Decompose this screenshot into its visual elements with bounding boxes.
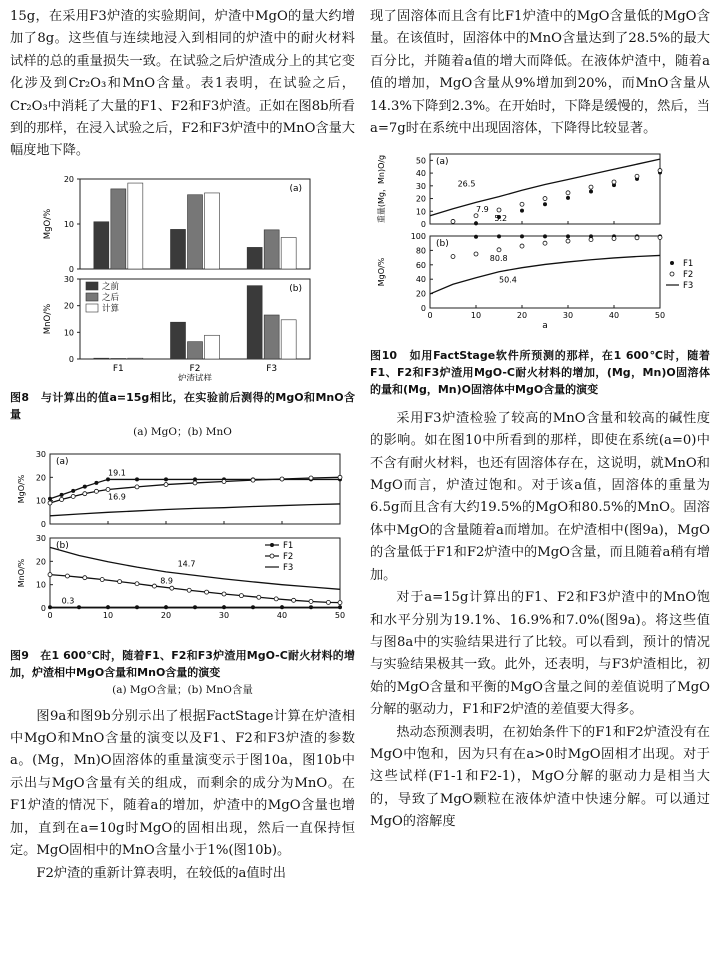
fig10a-F1-point	[474, 222, 478, 226]
figure-9-caption: 图9 在1 600℃时，随着F1、F2和F3炉渣用MgO-C耐火材料的增加，炉渣相中MgO含量和MnO含量的演变	[10, 648, 355, 679]
fig9-legend-label: F1	[283, 541, 294, 552]
fig10b-F2-point	[497, 248, 501, 252]
fig9a-F1-point	[83, 485, 87, 489]
fig8-ytick-label: 0	[68, 354, 74, 364]
fig8-ytick-label: 30	[63, 274, 74, 284]
fig10b-F1-point	[474, 235, 478, 239]
fig8-bar	[264, 315, 279, 359]
fig8-category-label: F2	[189, 363, 201, 374]
fig9b-ytick-label: 20	[35, 557, 46, 567]
fig8-xlabel: 炉渣试样	[177, 373, 213, 381]
fig9b-F1-point	[280, 606, 284, 610]
fig10b-ytick-label: 60	[415, 261, 426, 271]
fig10a-F2-point	[497, 208, 501, 212]
fig10a-ytick-label: 10	[415, 207, 426, 217]
paragraph-fig9-discussion: 图9a和图9b分别示出了根据FactStage计算在炉渣相中MgO和MnO含量的演变以及F1、F2和F3炉渣的参数a。(Mg，Mn)O固溶体的重量演变示于图10a，图10b中示出与MgO含量有关的组成，而剩余的成分为MnO。在F1炉渣的情况下，随着a的增加，炉渣中的MgO含量也增加，直到在a=10g时MgO的固相出现，然后一直保持恒定。MgO固相中的MnO含量小于1%(图10b)。	[10, 708, 355, 859]
fig9b-F2-point	[205, 590, 209, 594]
fig10a-ytick-label: 40	[415, 169, 426, 179]
fig10a-F1-point	[589, 190, 593, 194]
fig9b-F2-point	[187, 589, 191, 593]
fig8-bar	[171, 322, 186, 359]
fig10a-ytick-label: 30	[415, 182, 426, 192]
figure-9	[10, 448, 355, 697]
fig10a-ytick-label: 20	[415, 194, 426, 204]
fig8-ytick-label: 0	[68, 264, 74, 274]
fig9b-annotation: 8.9	[160, 576, 173, 586]
fig8-panel-tag: (b)	[289, 283, 302, 294]
fig10a-frame	[430, 154, 660, 224]
fig10b-xtick-label: 0	[427, 311, 433, 321]
fig10-legend-marker	[670, 272, 674, 276]
fig9a-F2-point	[280, 477, 284, 481]
figure-10	[370, 148, 710, 397]
fig10a-annotation: 26.5	[457, 179, 476, 189]
fig9b-F2-point	[48, 573, 52, 577]
fig9a-F1-point	[48, 497, 52, 501]
fig9b-F1-point	[251, 606, 255, 610]
fig10a-F2-point	[566, 191, 570, 195]
fig10b-ylabel: MgO/%	[377, 258, 386, 287]
paragraph-a15: 对于a=15g计算出的F1、F2和F3炉渣中的MnO饱和水平分别为19.1%、16.9%和7.0%(图9a)。将这些值与图8a中的实验结果进行了比较。可以看到，预计的情况与实验结果极其一致。此外，还表明，与F3炉渣相比，初始的MgO含量和平衡的MgO含量之间的差值说明了MgO分解的驱动力，F1和F2炉渣的差值要大得多。	[370, 590, 710, 718]
fig9-legend-label: F2	[283, 552, 294, 563]
figure-8-caption: 图8 与计算出的值a=15g相比，在实验前后测得的MgO和MnO含量	[10, 391, 355, 422]
fig9a-ytick-label: 10	[35, 496, 46, 506]
fig9b-F2-point	[170, 586, 174, 590]
fig10a-ylabel: 重量(Mg，Mn)O/g	[377, 155, 386, 224]
fig10a-F2-point	[451, 220, 455, 224]
fig8-ytick-label: 10	[63, 328, 74, 338]
fig8-bar	[281, 320, 296, 359]
paragraph-thermo: 热动态预测表明，在初始条件下的F1和F2炉渣没有在MgO中饱和，因为只有在a>0时MgO固相才出现。对于这些试样(F1-1和F2-1)，MgO分解的驱动力是相当大的，导致了MgO颗粒在液体炉渣中快速分解。可以通过MgO的溶解度	[370, 724, 710, 830]
fig10a-F2-point	[658, 169, 662, 173]
fig9b-F2-point	[65, 574, 69, 578]
fig9b-ylabel: MnO/%	[17, 558, 26, 588]
fig10b-F1-point	[543, 235, 547, 239]
fig8-bar	[128, 358, 143, 359]
fig9a-F2-point	[60, 498, 64, 502]
fig8-bar	[281, 237, 296, 269]
fig10b-annotation: 50.4	[499, 276, 517, 286]
fig10b-frame	[430, 236, 660, 308]
fig9b-xtick-label: 30	[218, 611, 230, 621]
fig10b-F2-point	[474, 252, 478, 256]
fig9b-xtick-label: 0	[47, 611, 53, 621]
paragraph-f2: F2炉渣的重新计算表明，在较低的a值时出	[36, 865, 286, 881]
fig9b-F1-point	[222, 606, 226, 610]
fig9b-F1-point	[77, 606, 81, 610]
fig9b-xtick-label: 40	[276, 611, 288, 621]
fig9a-F2-point	[164, 483, 168, 487]
fig9b-F1-point	[338, 606, 342, 610]
fig9a-ytick-label: 30	[35, 450, 46, 460]
fig10a-F2-point	[520, 203, 524, 207]
fig8-legend-swatch	[86, 304, 98, 312]
fig10b-annotation: 80.8	[489, 254, 508, 264]
fig10-legend-label: F2	[683, 270, 694, 281]
fig9b-F2-point	[274, 597, 278, 601]
fig8-panel-tag: (a)	[289, 183, 302, 194]
fig9b-F2-point	[100, 578, 104, 582]
fig8-ytick-label: 20	[63, 301, 74, 311]
fig8-bar	[188, 195, 203, 269]
fig9a-F2-point	[309, 476, 313, 480]
fig9b-F2-point	[257, 596, 261, 600]
fig9a-F2-point	[222, 480, 226, 484]
fig9-legend-marker	[270, 554, 274, 558]
fig10-legend-label: F3	[683, 281, 694, 292]
fig9a-F2-point	[48, 501, 52, 505]
fig10b-F2-point	[566, 239, 570, 243]
left-column	[10, 6, 355, 885]
fig9b-F2-point	[118, 580, 122, 584]
fig9b-xtick-label: 50	[334, 611, 346, 621]
fig8-ylabel: MgO/%	[43, 208, 53, 240]
fig9a-F1-point	[71, 489, 75, 493]
fig9a-annotation: 19.1	[108, 468, 126, 478]
paragraph-mno: 采用F3炉渣检验了较高的MnO含量和较高的碱性度的影响。如在图10中所看到的那样，即使在系统(a=0)中不含有耐火材料，也还有固溶体存在，这说明，就MnO和MgO而言，炉渣过饱和。对于该a值，固溶体的重量为6.5g而且含有大约19.5%的MgO和80.5%的MnO。固溶体中MgO的含量随着a而增加。在炉渣相中(图9a)，MgO的含量低于F1和F2炉渣中的MgO含量，而且随着a稍有增加。	[370, 410, 710, 583]
fig9b-F1-point	[135, 606, 139, 610]
fig9b-panel-tag: (b)	[56, 541, 69, 552]
fig10a-F1-point	[566, 196, 570, 200]
paragraph-continuation: 现了固溶体而且含有比F1炉渣中的MgO含量低的MgO含量。在该值时，固溶体中的MnO含量达到了28.5%的最大百分比，并随着a值的增大而降低。在液体炉渣中，随着a值的增加，MgO含量从9%增加到20%，而MnO含量从14.3%下降到2.3%。在开始时，下降是缓慢的，然后，当a=7g时在系统中出现固溶体，下降得比较显著。	[370, 9, 710, 137]
fig10b-ytick-label: 40	[415, 275, 426, 285]
fig9a-F2-point	[94, 490, 98, 494]
fig9b-F2-point	[83, 576, 87, 580]
fig9b-annotation: 14.7	[177, 559, 196, 569]
figure-8	[10, 171, 355, 440]
fig9b-xtick-label: 10	[102, 611, 114, 621]
fig9b-F2-point	[152, 584, 156, 588]
fig9b-ytick-label: 0	[40, 604, 46, 614]
fig9b-ytick-label: 30	[35, 534, 46, 544]
fig9-legend-label: F3	[283, 563, 294, 574]
fig8-legend-label: 之后	[102, 292, 120, 303]
fig9b-F2-point	[135, 582, 139, 586]
fig10b-series-F3	[430, 256, 660, 295]
figure-9-subcaption: (a) MgO含量；(b) MnO含量	[112, 683, 253, 696]
fig10-legend-label: F1	[683, 259, 694, 270]
fig9a-F2-point	[251, 478, 255, 482]
fig10a-annotation: 5.2	[494, 214, 508, 224]
fig9a-series-F3	[50, 504, 340, 516]
fig9b-F2-point	[222, 592, 226, 596]
figure-10-caption: 图10 如用FactStage软件所预测的那样，在1 600℃时，随着F1、F2和F3炉渣用MgO-C耐火材料的增加，(Mg，Mn)O固溶体的量和(Mg，Mn)O固溶体中MgO含量的演变	[370, 348, 710, 396]
fig9b-F1-point	[164, 606, 168, 610]
fig9a-F1-point	[135, 478, 139, 482]
fig8-bar	[94, 358, 109, 359]
fig10b-ytick-label: 20	[415, 290, 426, 300]
fig10a-annotation: 7.9	[476, 205, 489, 215]
fig10a-F2-point	[589, 186, 593, 190]
fig9a-F2-point	[71, 495, 75, 499]
figure-9-chart	[10, 448, 355, 638]
fig9a-annotation: 16.9	[108, 492, 126, 502]
fig9a-ytick-label: 0	[40, 520, 46, 530]
fig8-bar	[128, 183, 143, 269]
fig9b-frame	[50, 538, 340, 608]
fig9a-F2-point	[193, 481, 197, 485]
fig9b-ytick-label: 10	[35, 580, 46, 590]
fig9b-F1-point	[309, 606, 313, 610]
fig10a-F2-point	[612, 180, 616, 184]
fig10-xlabel: a	[542, 321, 548, 332]
fig10b-F2-point	[612, 237, 616, 241]
fig9b-F1-point	[193, 606, 197, 610]
fig10b-F2-point	[589, 238, 593, 242]
fig10a-ytick-label: 0	[420, 220, 426, 230]
fig8-legend-label: 计算	[102, 303, 120, 314]
fig10a-F1-point	[520, 209, 524, 213]
fig9-legend-marker	[270, 543, 274, 547]
fig9b-F2-point	[326, 601, 330, 605]
fig9b-F1-point	[106, 606, 110, 610]
figure-8-subcaption: (a) MgO；(b) MnO	[133, 426, 232, 439]
fig10a-F2-point	[474, 214, 478, 218]
fig8-ytick-label: 10	[63, 219, 74, 229]
fig10-legend-marker	[670, 261, 674, 265]
fig10a-F2-point	[543, 197, 547, 201]
fig9a-F2-point	[83, 492, 87, 496]
fig8-bar	[111, 189, 126, 269]
fig10b-ytick-label: 80	[415, 246, 426, 256]
paragraph-intro: 15g，在采用F3炉渣的实验期间，炉渣中MgO的量大约增加了8g。这些值与连续地浸入到相同的炉渣中的耐火材料试样的总的重量损失一致。在试验之后炉渣成分上的其它变化涉及到Cr₂O₃和MnO含量。表1表明，在试验之后，Cr₂O₃中消耗了大量的F1、F2和F3炉渣。正如在图8b所看到的那样，在浸入试验之后，F2和F3炉渣中的MnO含量大幅度地下降。	[10, 9, 355, 159]
fig8-bar	[94, 222, 109, 269]
fig9b-F2-point	[292, 599, 296, 603]
fig9a-ytick-label: 20	[35, 473, 46, 483]
fig10b-xtick-label: 40	[608, 311, 620, 321]
fig9a-panel-tag: (a)	[56, 457, 69, 468]
fig10b-F2-point	[635, 236, 639, 240]
fig9a-F1-point	[60, 493, 64, 497]
fig8-bar	[188, 342, 203, 359]
fig8-bar	[247, 286, 262, 359]
fig10a-F2-point	[635, 175, 639, 179]
fig9a-F2-point	[106, 488, 110, 492]
fig8-ytick-label: 20	[63, 174, 74, 184]
fig8-bar	[111, 358, 126, 359]
fig10b-F1-point	[497, 235, 501, 239]
fig10b-xtick-label: 10	[470, 311, 482, 321]
fig9a-F1-point	[106, 478, 110, 482]
fig9a-ylabel: MgO/%	[17, 474, 26, 504]
fig10b-xtick-label: 30	[562, 311, 574, 321]
fig10b-F2-point	[451, 255, 455, 259]
right-column	[370, 6, 710, 834]
fig9a-F2-point	[338, 476, 342, 480]
fig8-bar	[264, 230, 279, 269]
fig10b-F1-point	[566, 235, 570, 239]
fig9a-F2-point	[135, 485, 139, 489]
fig10b-panel-tag: (b)	[436, 239, 449, 250]
fig9a-F1-point	[94, 481, 98, 485]
fig10a-ytick-label: 50	[415, 156, 426, 166]
fig8-category-label: F3	[266, 363, 278, 374]
fig8-category-label: F1	[112, 363, 124, 374]
fig10b-F1-point	[520, 235, 524, 239]
fig8-bar	[205, 335, 220, 359]
fig10b-ytick-label: 0	[420, 304, 426, 314]
fig9a-F1-point	[164, 478, 168, 482]
fig9b-series-F2	[50, 575, 340, 603]
fig9b-annotation: 0.3	[61, 596, 75, 606]
fig8-bar	[205, 193, 220, 269]
fig10a-panel-tag: (a)	[436, 157, 449, 168]
fig10b-ytick-label: 100	[410, 232, 426, 242]
fig8-ylabel: MnO/%	[43, 303, 53, 335]
fig9b-F2-point	[239, 594, 243, 598]
figure-8-chart	[10, 171, 355, 381]
fig9b-F2-point	[338, 601, 342, 605]
fig8-bar	[171, 229, 186, 269]
fig8-legend-swatch	[86, 282, 98, 290]
fig10b-F2-point	[520, 245, 524, 249]
fig10b-F2-point	[543, 242, 547, 246]
fig8-legend-label: 之前	[102, 281, 120, 292]
fig10a-F1-point	[543, 203, 547, 207]
fig8-legend-swatch	[86, 293, 98, 301]
fig10b-xtick-label: 20	[516, 311, 528, 321]
fig9b-xtick-label: 20	[160, 611, 172, 621]
fig10b-xtick-label: 50	[654, 311, 666, 321]
figure-10-chart	[370, 148, 710, 338]
fig9b-F2-point	[309, 600, 313, 604]
fig8-bar	[247, 247, 262, 269]
fig10b-F2-point	[658, 236, 662, 240]
fig9b-F1-point	[48, 606, 52, 610]
